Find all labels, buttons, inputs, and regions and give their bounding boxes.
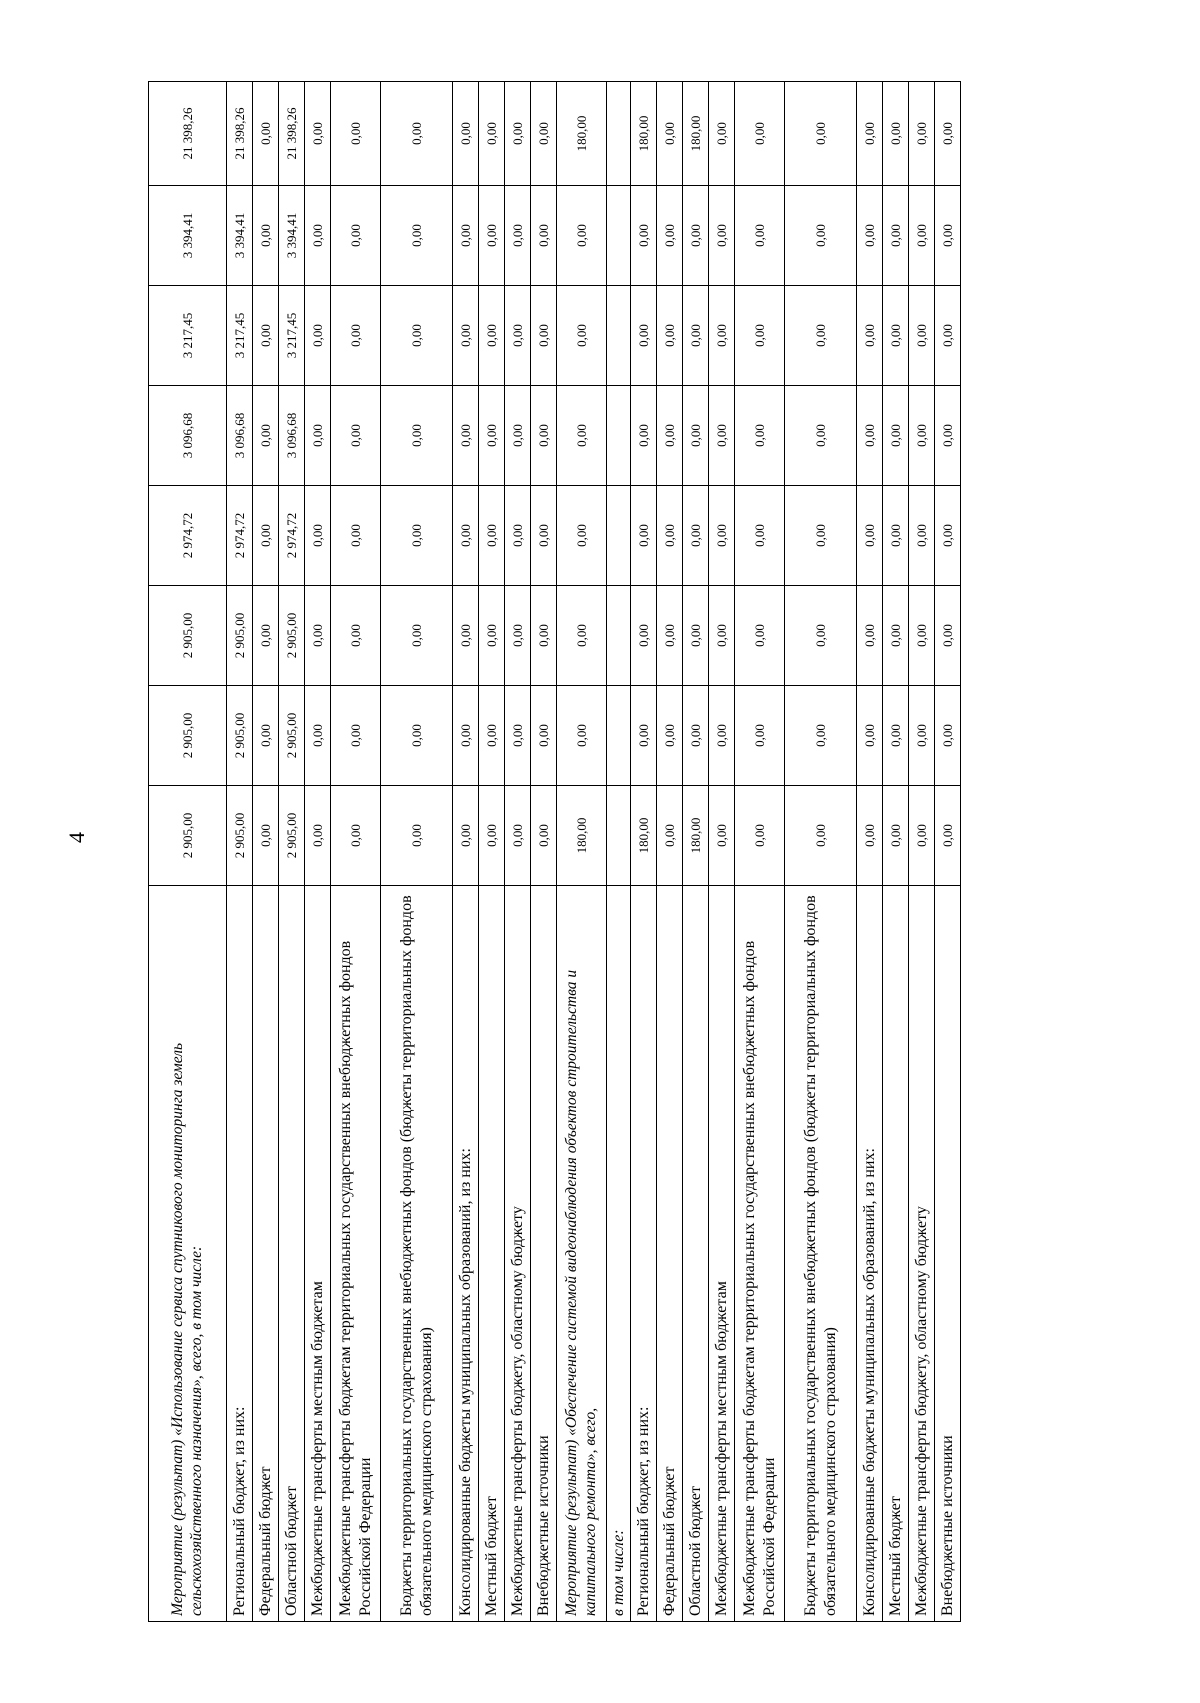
value-cell: 0,00 bbox=[305, 586, 331, 686]
value-cell: 0,00 bbox=[883, 686, 909, 786]
value-cell: 0,00 bbox=[453, 786, 479, 886]
value-cell: 0,00 bbox=[305, 486, 331, 586]
value-cell: 0,00 bbox=[657, 286, 683, 386]
row-label: Межбюджетные трансферты бюджетам территориальных государственных внебюджетных фондов Российской Федерации bbox=[331, 886, 381, 1622]
table-row-header bbox=[557, 82, 607, 1622]
value-cell: 2 905,00 bbox=[149, 586, 227, 686]
table-row bbox=[709, 82, 735, 1622]
value-cell: 0,00 bbox=[657, 386, 683, 486]
table-row bbox=[683, 82, 709, 1622]
value-cell: 0,00 bbox=[381, 786, 453, 886]
value-cell: 3 394,41 bbox=[149, 186, 227, 286]
value-cell: 0,00 bbox=[857, 486, 883, 586]
row-label: Межбюджетные трансферты бюджету, областному бюджету bbox=[909, 886, 935, 1622]
value-cell: 0,00 bbox=[785, 686, 857, 786]
value-cell: 0,00 bbox=[909, 186, 935, 286]
budget-table bbox=[148, 81, 961, 1622]
value-cell: 0,00 bbox=[735, 686, 785, 786]
row-label: Межбюджетные трансферты местным бюджетам bbox=[709, 886, 735, 1622]
value-cell: 0,00 bbox=[909, 386, 935, 486]
value-cell: 0,00 bbox=[505, 186, 531, 286]
value-cell: 2 974,72 bbox=[149, 486, 227, 586]
table-row bbox=[657, 82, 683, 1622]
row-label: Консолидированные бюджеты муниципальных образований, из них: bbox=[857, 886, 883, 1622]
value-cell: 0,00 bbox=[683, 486, 709, 586]
value-cell: 0,00 bbox=[857, 686, 883, 786]
value-cell: 0,00 bbox=[557, 586, 607, 686]
value-cell: 0,00 bbox=[735, 186, 785, 286]
value-cell: 0,00 bbox=[531, 786, 557, 886]
table-row bbox=[479, 82, 505, 1622]
value-cell: 0,00 bbox=[657, 186, 683, 286]
value-cell: 0,00 bbox=[305, 286, 331, 386]
value-cell: 0,00 bbox=[909, 686, 935, 786]
value-cell: 0,00 bbox=[479, 386, 505, 486]
value-cell: 180,00 bbox=[557, 786, 607, 886]
value-cell bbox=[607, 386, 631, 486]
table-row bbox=[227, 82, 253, 1622]
row-label: Межбюджетные трансферты бюджетам территориальных государственных внебюджетных фондов Российской Федерации bbox=[735, 886, 785, 1622]
row-label: Местный бюджет bbox=[479, 886, 505, 1622]
row-label: Внебюджетные источники bbox=[531, 886, 557, 1622]
value-cell bbox=[607, 186, 631, 286]
value-cell: 0,00 bbox=[785, 186, 857, 286]
value-cell: 0,00 bbox=[331, 82, 381, 186]
value-cell: 0,00 bbox=[857, 82, 883, 186]
value-cell: 0,00 bbox=[557, 286, 607, 386]
row-label: Бюджеты территориальных государственных внебюджетных фондов (бюджеты территориальных фондов обязательного медицинского страхования) bbox=[381, 886, 453, 1622]
table-row bbox=[631, 82, 657, 1622]
value-cell: 180,00 bbox=[683, 82, 709, 186]
value-cell: 0,00 bbox=[857, 286, 883, 386]
table-row bbox=[935, 82, 961, 1622]
value-cell: 0,00 bbox=[631, 386, 657, 486]
value-cell: 0,00 bbox=[505, 586, 531, 686]
row-label: Мероприятие (результат) «Обеспечение системой видеонаблюдения объектов строительства и капитального ремонта», всего, bbox=[557, 886, 607, 1622]
value-cell: 0,00 bbox=[381, 686, 453, 786]
value-cell: 21 398,26 bbox=[149, 82, 227, 186]
value-cell: 0,00 bbox=[479, 286, 505, 386]
value-cell: 0,00 bbox=[253, 586, 279, 686]
table-row bbox=[305, 82, 331, 1622]
table-row bbox=[253, 82, 279, 1622]
value-cell: 0,00 bbox=[557, 486, 607, 586]
value-cell: 0,00 bbox=[331, 586, 381, 686]
table-row bbox=[331, 82, 381, 1622]
value-cell: 0,00 bbox=[381, 82, 453, 186]
value-cell bbox=[607, 486, 631, 586]
value-cell: 0,00 bbox=[935, 486, 961, 586]
row-label: Внебюджетные источники bbox=[935, 886, 961, 1622]
value-cell: 0,00 bbox=[735, 586, 785, 686]
value-cell: 0,00 bbox=[709, 586, 735, 686]
value-cell: 3 217,45 bbox=[227, 286, 253, 386]
table-row bbox=[279, 82, 305, 1622]
value-cell: 180,00 bbox=[631, 786, 657, 886]
value-cell: 0,00 bbox=[657, 786, 683, 886]
value-cell: 0,00 bbox=[381, 186, 453, 286]
value-cell: 2 905,00 bbox=[149, 786, 227, 886]
value-cell: 0,00 bbox=[657, 686, 683, 786]
value-cell: 0,00 bbox=[883, 586, 909, 686]
value-cell: 0,00 bbox=[453, 486, 479, 586]
value-cell bbox=[607, 286, 631, 386]
value-cell: 0,00 bbox=[305, 386, 331, 486]
value-cell bbox=[607, 786, 631, 886]
value-cell: 0,00 bbox=[453, 186, 479, 286]
value-cell: 0,00 bbox=[683, 186, 709, 286]
value-cell: 180,00 bbox=[683, 786, 709, 886]
value-cell: 0,00 bbox=[909, 786, 935, 886]
value-cell: 0,00 bbox=[253, 386, 279, 486]
page-number: 4 bbox=[64, 832, 89, 843]
row-label: в том числе: bbox=[607, 886, 631, 1622]
table-row bbox=[883, 82, 909, 1622]
value-cell: 0,00 bbox=[709, 286, 735, 386]
value-cell: 2 905,00 bbox=[279, 686, 305, 786]
value-cell bbox=[607, 82, 631, 186]
value-cell: 2 905,00 bbox=[279, 586, 305, 686]
value-cell: 0,00 bbox=[935, 286, 961, 386]
value-cell: 0,00 bbox=[785, 286, 857, 386]
table-row bbox=[857, 82, 883, 1622]
value-cell: 0,00 bbox=[785, 586, 857, 686]
value-cell: 0,00 bbox=[253, 286, 279, 386]
value-cell: 0,00 bbox=[453, 686, 479, 786]
row-label: Бюджеты территориальных государственных внебюджетных фондов (бюджеты территориальных фондов обязательного медицинского страхования) bbox=[785, 886, 857, 1622]
value-cell: 0,00 bbox=[709, 686, 735, 786]
value-cell: 3 096,68 bbox=[149, 386, 227, 486]
value-cell: 0,00 bbox=[331, 686, 381, 786]
table-row bbox=[453, 82, 479, 1622]
value-cell: 0,00 bbox=[857, 786, 883, 886]
value-cell: 0,00 bbox=[909, 82, 935, 186]
value-cell: 0,00 bbox=[331, 286, 381, 386]
value-cell: 2 905,00 bbox=[227, 686, 253, 786]
value-cell: 0,00 bbox=[305, 686, 331, 786]
value-cell: 0,00 bbox=[253, 82, 279, 186]
value-cell: 0,00 bbox=[453, 386, 479, 486]
value-cell: 0,00 bbox=[253, 686, 279, 786]
value-cell: 3 217,45 bbox=[149, 286, 227, 386]
value-cell: 0,00 bbox=[657, 82, 683, 186]
table-row-header bbox=[149, 82, 227, 1622]
value-cell: 0,00 bbox=[253, 486, 279, 586]
value-cell: 0,00 bbox=[305, 786, 331, 886]
table-row bbox=[381, 82, 453, 1622]
table-row-subheader bbox=[607, 82, 631, 1622]
value-cell: 0,00 bbox=[935, 186, 961, 286]
value-cell: 0,00 bbox=[381, 586, 453, 686]
value-cell: 0,00 bbox=[883, 786, 909, 886]
value-cell: 0,00 bbox=[381, 286, 453, 386]
value-cell: 0,00 bbox=[709, 82, 735, 186]
value-cell: 0,00 bbox=[479, 786, 505, 886]
value-cell: 0,00 bbox=[479, 686, 505, 786]
value-cell bbox=[607, 686, 631, 786]
row-label: Федеральный бюджет bbox=[253, 886, 279, 1622]
table-body bbox=[149, 82, 961, 1622]
value-cell: 0,00 bbox=[631, 186, 657, 286]
value-cell: 0,00 bbox=[735, 82, 785, 186]
value-cell: 3 217,45 bbox=[279, 286, 305, 386]
value-cell: 0,00 bbox=[531, 486, 557, 586]
value-cell: 0,00 bbox=[557, 186, 607, 286]
value-cell: 0,00 bbox=[505, 786, 531, 886]
value-cell: 0,00 bbox=[857, 186, 883, 286]
value-cell: 2 974,72 bbox=[279, 486, 305, 586]
value-cell: 0,00 bbox=[657, 486, 683, 586]
value-cell: 0,00 bbox=[785, 786, 857, 886]
table-row bbox=[735, 82, 785, 1622]
value-cell: 21 398,26 bbox=[279, 82, 305, 186]
value-cell bbox=[607, 586, 631, 686]
value-cell: 0,00 bbox=[709, 386, 735, 486]
value-cell: 0,00 bbox=[531, 686, 557, 786]
value-cell: 0,00 bbox=[453, 82, 479, 186]
value-cell: 3 096,68 bbox=[227, 386, 253, 486]
value-cell: 3 394,41 bbox=[227, 186, 253, 286]
value-cell: 0,00 bbox=[683, 686, 709, 786]
value-cell: 0,00 bbox=[883, 486, 909, 586]
value-cell: 0,00 bbox=[479, 82, 505, 186]
value-cell: 0,00 bbox=[479, 186, 505, 286]
value-cell: 0,00 bbox=[683, 286, 709, 386]
value-cell: 0,00 bbox=[381, 386, 453, 486]
value-cell: 0,00 bbox=[631, 286, 657, 386]
row-label: Консолидированные бюджеты муниципальных образований, из них: bbox=[453, 886, 479, 1622]
row-label: Областной бюджет bbox=[279, 886, 305, 1622]
row-label: Межбюджетные трансферты бюджету, областному бюджету bbox=[505, 886, 531, 1622]
value-cell: 0,00 bbox=[531, 586, 557, 686]
value-cell: 0,00 bbox=[735, 486, 785, 586]
value-cell: 0,00 bbox=[557, 386, 607, 486]
value-cell: 0,00 bbox=[331, 786, 381, 886]
value-cell: 0,00 bbox=[883, 186, 909, 286]
value-cell: 0,00 bbox=[557, 686, 607, 786]
value-cell: 0,00 bbox=[531, 386, 557, 486]
value-cell: 0,00 bbox=[479, 486, 505, 586]
value-cell: 0,00 bbox=[935, 586, 961, 686]
value-cell: 0,00 bbox=[305, 186, 331, 286]
value-cell: 0,00 bbox=[657, 586, 683, 686]
value-cell: 0,00 bbox=[505, 686, 531, 786]
value-cell: 0,00 bbox=[785, 486, 857, 586]
value-cell: 0,00 bbox=[253, 186, 279, 286]
value-cell: 2 974,72 bbox=[227, 486, 253, 586]
value-cell: 0,00 bbox=[935, 686, 961, 786]
value-cell: 0,00 bbox=[935, 386, 961, 486]
value-cell: 0,00 bbox=[683, 386, 709, 486]
value-cell: 0,00 bbox=[909, 486, 935, 586]
table-row bbox=[909, 82, 935, 1622]
value-cell: 2 905,00 bbox=[227, 786, 253, 886]
value-cell: 0,00 bbox=[683, 586, 709, 686]
row-label: Местный бюджет bbox=[883, 886, 909, 1622]
row-label: Региональный бюджет, из них: bbox=[227, 886, 253, 1622]
rotated-table-container bbox=[148, 82, 1068, 1622]
value-cell: 180,00 bbox=[631, 82, 657, 186]
value-cell: 0,00 bbox=[785, 82, 857, 186]
value-cell: 0,00 bbox=[631, 586, 657, 686]
value-cell: 2 905,00 bbox=[227, 586, 253, 686]
value-cell: 0,00 bbox=[735, 386, 785, 486]
value-cell: 0,00 bbox=[531, 286, 557, 386]
value-cell: 0,00 bbox=[709, 186, 735, 286]
value-cell: 0,00 bbox=[331, 486, 381, 586]
row-label: Межбюджетные трансферты местным бюджетам bbox=[305, 886, 331, 1622]
value-cell: 0,00 bbox=[479, 586, 505, 686]
value-cell: 0,00 bbox=[857, 386, 883, 486]
value-cell: 0,00 bbox=[453, 586, 479, 686]
value-cell: 0,00 bbox=[735, 286, 785, 386]
value-cell: 180,00 bbox=[557, 82, 607, 186]
value-cell: 0,00 bbox=[909, 286, 935, 386]
value-cell: 0,00 bbox=[505, 386, 531, 486]
value-cell: 0,00 bbox=[935, 82, 961, 186]
value-cell: 0,00 bbox=[709, 486, 735, 586]
value-cell: 21 398,26 bbox=[227, 82, 253, 186]
table-row bbox=[785, 82, 857, 1622]
row-label: Областной бюджет bbox=[683, 886, 709, 1622]
value-cell: 3 096,68 bbox=[279, 386, 305, 486]
value-cell: 0,00 bbox=[531, 186, 557, 286]
value-cell: 0,00 bbox=[883, 286, 909, 386]
value-cell: 0,00 bbox=[785, 386, 857, 486]
value-cell: 0,00 bbox=[935, 786, 961, 886]
value-cell: 0,00 bbox=[505, 486, 531, 586]
value-cell: 0,00 bbox=[253, 786, 279, 886]
table-row bbox=[505, 82, 531, 1622]
value-cell: 2 905,00 bbox=[279, 786, 305, 886]
value-cell: 0,00 bbox=[909, 586, 935, 686]
value-cell: 3 394,41 bbox=[279, 186, 305, 286]
value-cell: 0,00 bbox=[531, 82, 557, 186]
value-cell: 0,00 bbox=[305, 82, 331, 186]
value-cell: 0,00 bbox=[453, 286, 479, 386]
value-cell: 0,00 bbox=[883, 82, 909, 186]
value-cell: 0,00 bbox=[505, 286, 531, 386]
value-cell: 0,00 bbox=[631, 686, 657, 786]
row-label: Федеральный бюджет bbox=[657, 886, 683, 1622]
value-cell: 2 905,00 bbox=[149, 686, 227, 786]
value-cell: 0,00 bbox=[331, 186, 381, 286]
value-cell: 0,00 bbox=[331, 386, 381, 486]
value-cell: 0,00 bbox=[631, 486, 657, 586]
row-label: Региональный бюджет, из них: bbox=[631, 886, 657, 1622]
value-cell: 0,00 bbox=[883, 386, 909, 486]
value-cell: 0,00 bbox=[381, 486, 453, 586]
value-cell: 0,00 bbox=[857, 586, 883, 686]
row-label: Мероприятие (результат) «Использование сервиса спутникового мониторинга земель сельскохозяйственного назначения», всего, в том числе: bbox=[149, 886, 227, 1622]
table-row bbox=[531, 82, 557, 1622]
value-cell: 0,00 bbox=[735, 786, 785, 886]
value-cell: 0,00 bbox=[709, 786, 735, 886]
value-cell: 0,00 bbox=[505, 82, 531, 186]
